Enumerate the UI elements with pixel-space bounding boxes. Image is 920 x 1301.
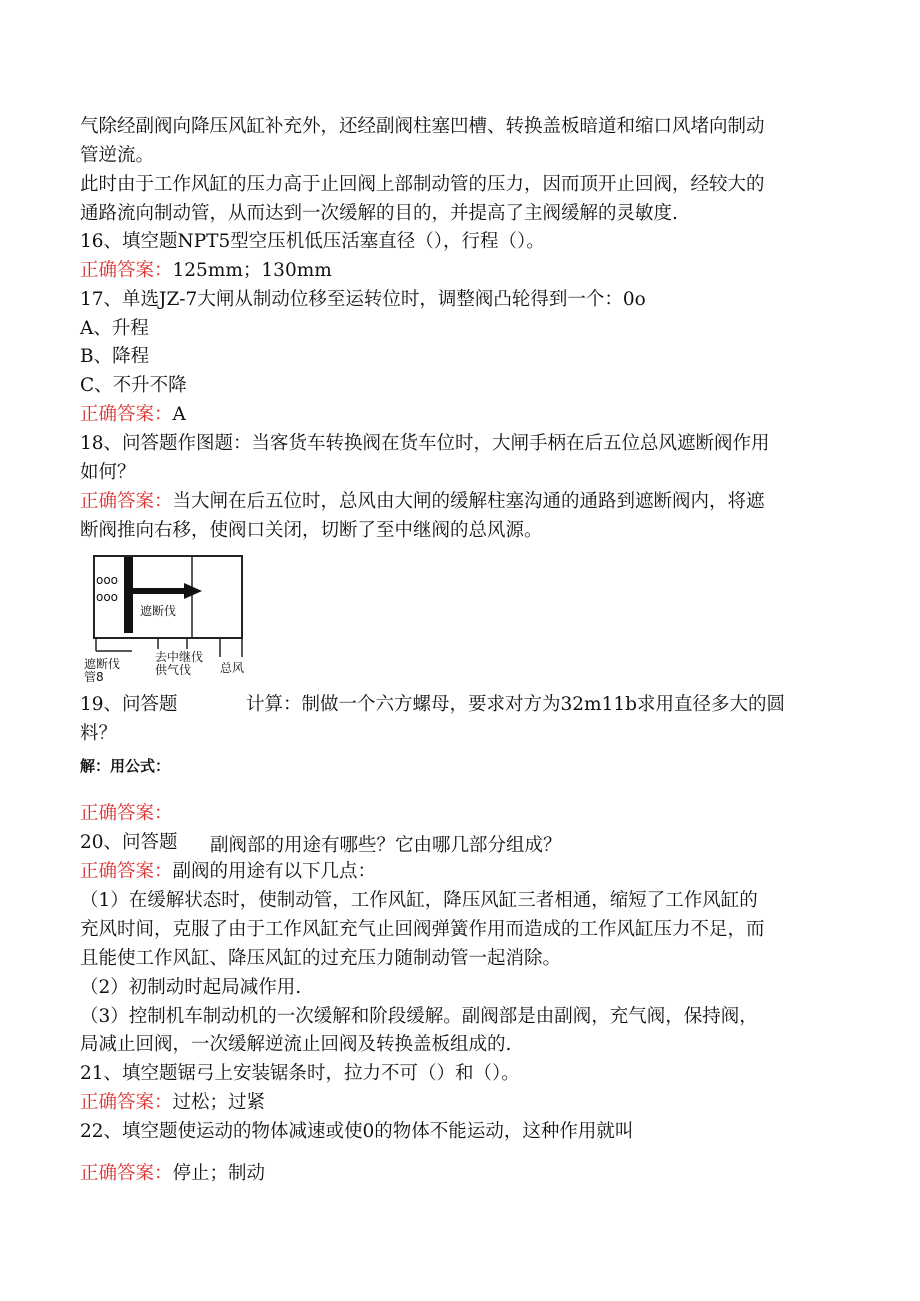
answer-18 bbox=[80, 487, 850, 516]
valve-label: 遮断伐 bbox=[140, 604, 177, 618]
answer-20-point-1-cont: 且能使工作风缸、降压风缸的过充压力随制动管一起消除。 bbox=[80, 948, 562, 969]
paragraph-line: 管逆流。 bbox=[80, 145, 155, 166]
port-holes-bottom: ooo bbox=[96, 590, 119, 604]
question-22: 22、填空题使运动的物体减速或使0的物体不能运动，这种作用就叫 bbox=[80, 1121, 634, 1142]
relay-label-2: 供气伐 bbox=[155, 663, 192, 677]
option-b: B、降程 bbox=[80, 346, 150, 367]
answer-17 bbox=[80, 400, 850, 429]
answer-text: 当大闸在后五位时，总风由大闸的缓解柱塞沟通的通路到遮断阀内，将遮 bbox=[172, 491, 765, 512]
answer-20-point-3-cont: 局减止回阀，一次缓解逆流止回阀及转换盖板组成的. bbox=[80, 1034, 512, 1055]
question-17: 17、单选JZ-7大闸从制动位移至运转位时，调整阀凸轮得到一个：0o bbox=[80, 289, 646, 310]
answer-text: 停止；制动 bbox=[172, 1163, 266, 1184]
answer-text: 过松；过紧 bbox=[172, 1092, 266, 1113]
answer-text: 125mm；130mm bbox=[172, 260, 332, 281]
answer-20-point-1-cont: 充风时间，克服了由于工作风缸充气止回阀弹簧作用而造成的工作风缸压力不足，而 bbox=[80, 919, 765, 940]
paragraph-line: 此时由于工作风缸的压力高于止回阀上部制动管的压力，因而顶开止回阀，经较大的 bbox=[80, 174, 765, 195]
answer-19 bbox=[80, 799, 850, 828]
answer-label: 正确答案： bbox=[80, 260, 173, 281]
paragraph-line: 通路流向制动管，从而达到一次缓解的目的，并提高了主阀缓解的灵敏度. bbox=[80, 203, 678, 224]
question-19-cont: 料？ bbox=[80, 723, 118, 744]
question-19: 计算：制做一个六方螺母，要求对方为32m11b求用直径多大的圆 bbox=[246, 694, 785, 715]
solution-label: 解：用公式： bbox=[80, 757, 171, 775]
answer-20-point-1: （1）在缓解状态时，使制动管，工作风缸，降压风缸三者相通，缩短了工作风缸的 bbox=[80, 890, 758, 911]
port-holes-top: ooo bbox=[96, 573, 119, 587]
main-air-label: 总风 bbox=[220, 661, 245, 675]
question-16: 16、填空题NPT5型空压机低压活塞直径（），行程（）。 bbox=[80, 231, 545, 252]
arrow-head bbox=[184, 583, 202, 599]
answer-label: 正确答案： bbox=[80, 1092, 173, 1113]
question-20-number: 20、问答题 bbox=[80, 832, 178, 853]
answer-text: A bbox=[172, 404, 186, 425]
answer-label: 正确答案： bbox=[80, 803, 173, 824]
question-20: 副阀部的用途有哪些？它由哪几部分组成？ bbox=[210, 835, 562, 856]
answer-20-point-2: （2）初制动时起局减作用. bbox=[80, 977, 302, 998]
answer-label: 正确答案： bbox=[80, 404, 173, 425]
piston-rod bbox=[124, 557, 133, 633]
cutoff-valve-diagram bbox=[82, 553, 254, 683]
answer-18-cont: 断阀推向右移，使阀口关闭，切断了至中继阀的总风源。 bbox=[80, 520, 543, 541]
answer-text: 副阀的用途有以下几点： bbox=[172, 861, 377, 882]
answer-label: 正确答案： bbox=[80, 861, 173, 882]
question-19-number: 19、问答题 bbox=[80, 694, 178, 715]
answer-label: 正确答案： bbox=[80, 491, 173, 512]
relay-label-1: 去中继伐 bbox=[155, 650, 204, 664]
question-18: 18、问答题作图题：当客货车转换阀在货车位时，大闸手柄在后五位总风遮断阀作用 bbox=[80, 433, 770, 454]
question-18-cont: 如何？ bbox=[80, 462, 136, 483]
answer-22 bbox=[80, 1159, 850, 1188]
option-c: C、不升不降 bbox=[80, 375, 187, 396]
pipe-label-1: 遮断伐 bbox=[84, 657, 121, 671]
answer-label: 正确答案： bbox=[80, 1163, 173, 1184]
paragraph-line: 气除经副阀向降压风缸补充外，还经副阀柱塞凹槽、转换盖板暗道和缩口风堵向制动 bbox=[80, 116, 765, 137]
answer-20-point-3: （3）控制机车制动机的一次缓解和阶段缓解。副阀部是由副阀，充气阀，保持阀， bbox=[80, 1006, 758, 1027]
answer-16 bbox=[80, 256, 850, 285]
option-a: A、升程 bbox=[80, 318, 149, 339]
answer-21 bbox=[80, 1088, 850, 1117]
pipe-label-2: 管8 bbox=[84, 670, 104, 683]
question-21: 21、填空题锯弓上安装锯条时，拉力不可（）和（）。 bbox=[80, 1063, 520, 1084]
answer-20 bbox=[80, 857, 850, 886]
